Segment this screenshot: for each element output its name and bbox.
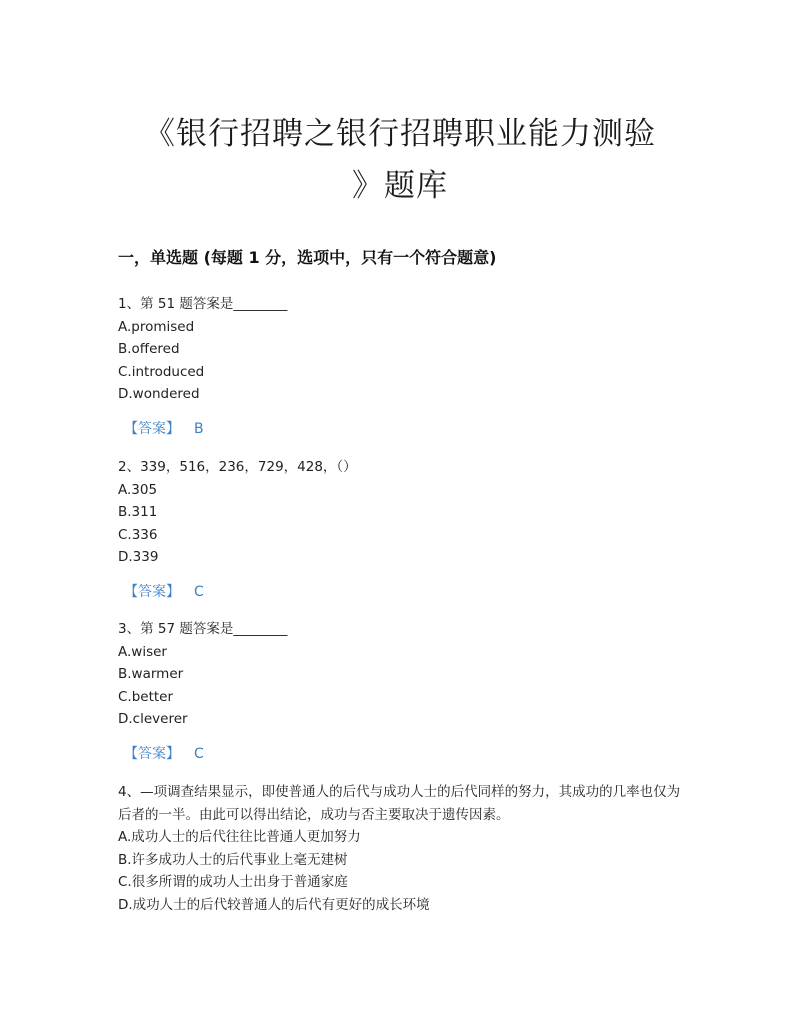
option-list	[118, 316, 688, 406]
question-stem: 2、339，516，236，729，428，（）	[118, 459, 357, 475]
option-d: D.wondered	[118, 386, 200, 402]
answer-line	[118, 581, 688, 603]
option-c: C.很多所谓的成功人士出身于普通家庭	[118, 874, 348, 890]
question-3	[118, 618, 688, 765]
document-title-line-1: 《银行招聘之银行招聘职业能力测验	[144, 116, 656, 152]
option-a: A.wiser	[118, 643, 167, 660]
question-2	[118, 456, 688, 603]
option-a: A.promised	[118, 318, 195, 335]
option-list	[118, 479, 688, 569]
option-b: B.warmer	[118, 666, 184, 682]
answer-label: 【答案】	[124, 745, 180, 762]
option-b: B.许多成功人士的后代事业上毫无建树	[118, 851, 348, 868]
option-c: C.introduced	[118, 363, 205, 380]
document-title-line-2: 》题库	[352, 168, 448, 204]
question-1	[118, 293, 688, 440]
option-c: C.better	[118, 688, 174, 705]
question-stem: 1、第 51 题答案是________	[118, 296, 288, 312]
option-d: D.成功人士的后代较普通人的后代有更好的成长环境	[118, 896, 430, 913]
answer-label: 【答案】	[124, 420, 180, 437]
document-title	[100, 108, 700, 212]
option-b: B.offered	[118, 341, 180, 357]
option-b: B.311	[118, 504, 158, 520]
answer-label: 【答案】	[124, 583, 180, 600]
option-list	[118, 826, 688, 916]
option-a: A.305	[118, 481, 158, 498]
section-heading: 一，单选题 (每题 1 分，选项中，只有一个符合题意)	[118, 248, 497, 267]
option-a: A.成功人士的后代往往比普通人更加努力	[118, 829, 361, 845]
option-d: D.339	[118, 549, 159, 565]
answer-line	[118, 743, 688, 765]
question-stem: 4、—项调查结果显示，即使普通人的后代与成功人士的后代同样的努力，其成功的几率也仅为后者的一半。由此可以得出结论，成功与否主要取决于遗传因素。	[118, 784, 681, 823]
answer-value: C	[194, 583, 204, 600]
answer-value: C	[194, 745, 204, 762]
answer-value: B	[194, 420, 204, 437]
question-stem: 3、第 57 题答案是________	[118, 621, 288, 637]
option-c: C.336	[118, 526, 158, 543]
option-d: D.cleverer	[118, 711, 188, 727]
answer-line	[118, 418, 688, 440]
question-4	[118, 781, 688, 916]
option-list	[118, 641, 688, 731]
